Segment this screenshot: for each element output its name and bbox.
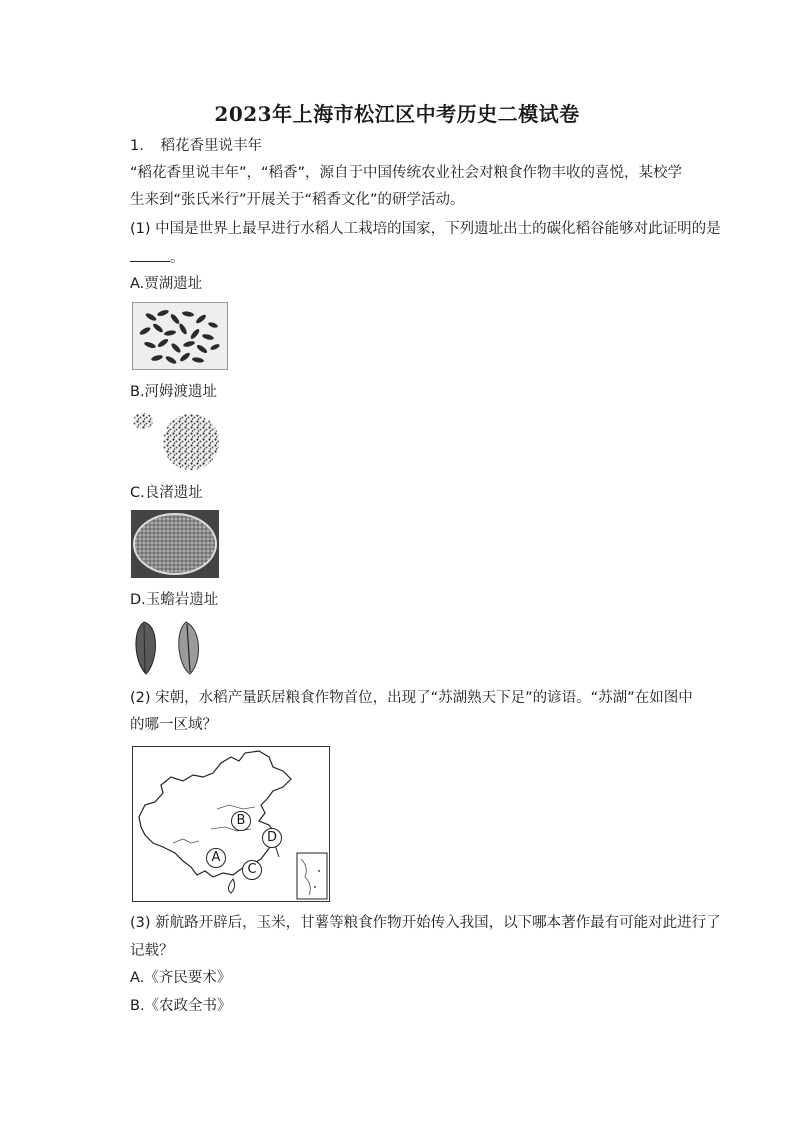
- question-header: [130, 136, 262, 156]
- page-title: 2023年上海市松江区中考历史二模试卷: [214, 102, 580, 126]
- dish-icon: [131, 510, 219, 578]
- question-number: 1.: [130, 138, 144, 154]
- map-marker-a: A: [206, 848, 226, 868]
- map-marker-d: D: [262, 828, 282, 848]
- q3-stem-2: 记载？: [130, 943, 174, 959]
- husk-icon: [130, 618, 210, 676]
- q2-stem-2: 的哪一区域？: [130, 717, 217, 733]
- map-marker-b: B: [231, 811, 251, 831]
- intro-line-1: “稻花香里说丰年”，“稻香”，源自于中国传统农业社会对粮食作物丰收的喜悦，某校学: [130, 165, 683, 181]
- china-map: [132, 746, 330, 902]
- q2-stem-1: (2) 宋朝，水稻产量跃居粮食作物首位，出现了“苏湖熟天下足”的谚语。“苏湖”在如图中: [130, 690, 693, 706]
- q3-option-a: A.《齐民要术》: [130, 970, 232, 986]
- q3-option-b: B.《农政全书》: [130, 998, 232, 1014]
- question-topic: 稻花香里说丰年: [160, 138, 262, 154]
- rice-grain-pile-image: [130, 408, 222, 472]
- q1-stem-end: 。: [130, 247, 185, 268]
- rice-husk-image: [130, 618, 210, 676]
- q1-option-d-label: D.玉蟾岩遗址: [130, 592, 219, 608]
- q1-option-c-label: C.良渚遗址: [130, 485, 203, 501]
- q3-stem-1: (3) 新航路开辟后，玉米，甘薯等粮食作物开始传入我国，以下哪本著作最有可能对此进行了: [130, 915, 721, 931]
- q1-option-a-label: A.贾湖遗址: [130, 276, 203, 292]
- rice-grains-icon: [133, 303, 227, 369]
- answer-blank[interactable]: [130, 247, 170, 262]
- rice-dish-image: [131, 510, 219, 578]
- intro-line-2: 生来到“张氏米行”开展关于“稻香文化”的研学活动。: [130, 192, 465, 208]
- map-marker-c: C: [242, 860, 262, 880]
- q1-option-b-label: B.河姆渡遗址: [130, 384, 218, 400]
- q1-stem: (1) 中国是世界上最早进行水稻人工栽培的国家，下列遗址出土的碳化稻谷能够对此证明的是: [130, 221, 721, 237]
- carbonized-rice-grains-image: [132, 302, 228, 370]
- grain-pile-icon: [130, 408, 222, 472]
